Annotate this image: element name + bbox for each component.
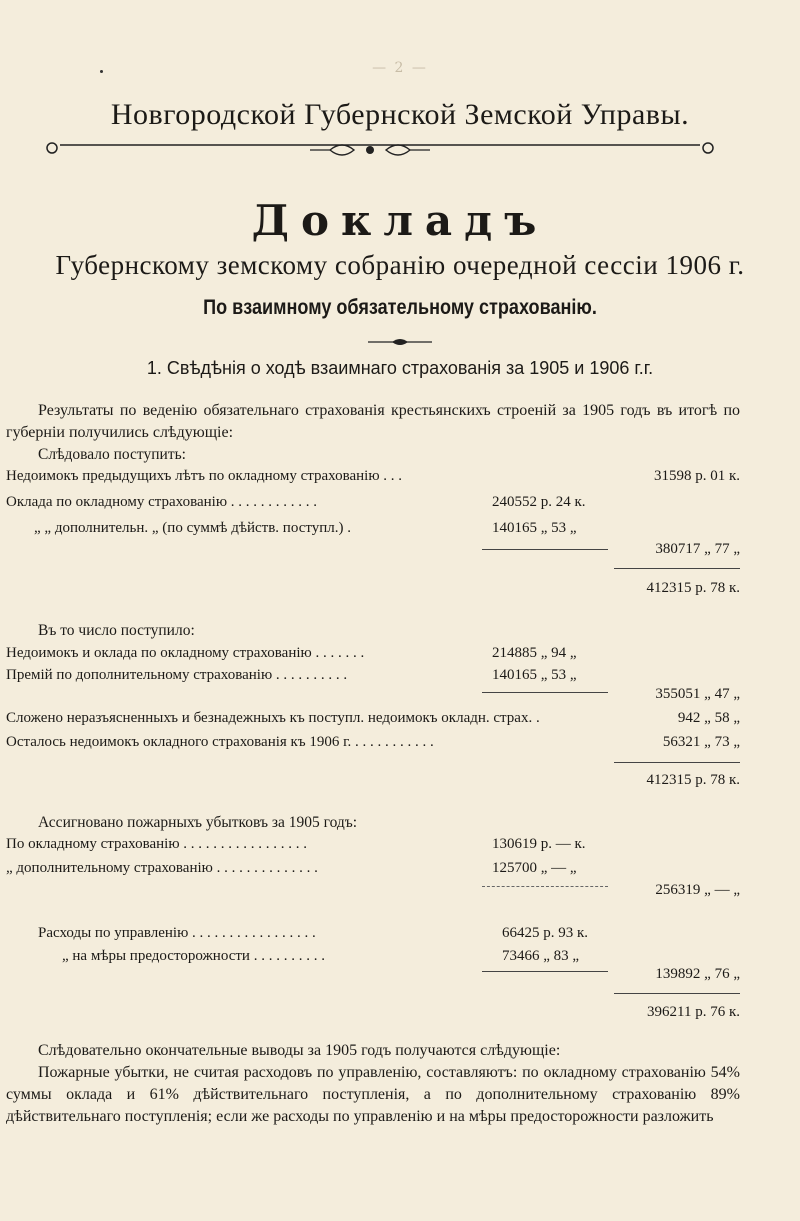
total-row	[6, 580, 740, 602]
row-subamount: 130619 р. — к.	[492, 836, 586, 852]
row-subamount: 125700 „ — „	[492, 860, 577, 876]
row-total: 56321 „ 73 „	[662, 734, 740, 750]
row-label: Осталось недоимокъ окладного страхованія къ 1906 г. . . . . . . . . . . .	[6, 734, 434, 750]
table-row	[6, 860, 740, 882]
table-row	[6, 734, 740, 756]
conclusion-lead	[6, 1040, 740, 1062]
document-title: Докладъ	[251, 196, 549, 245]
section-title: 1. Свѣдѣнія о ходѣ взаимнаго страхованія за 1905 и 1906 г.г.	[146, 358, 654, 378]
intro-paragraph	[6, 400, 740, 444]
table-row	[6, 836, 740, 858]
due-total: 412315 р. 78 к.	[646, 580, 740, 596]
conclusion-paragraph	[6, 1062, 740, 1128]
page-number: — 2 —	[372, 60, 428, 76]
received-total: 412315 р. 78 к.	[646, 772, 740, 788]
document-topic: По взаимному обязательному страхованію.	[203, 296, 597, 319]
losses-subtotal: 256319 „ — „	[655, 882, 740, 898]
conclusion-text: Пожарные убытки, не считая расходовъ по управленію, составляютъ: по окладному страхованію 54% суммы оклада и 61% дѣйствительнаго поступленія, а по дополнительному страхованію 89% дѣйствительнаго поступленія; если же расходы по управленію и на мѣры предосторожности разложить	[6, 1064, 740, 1125]
row-label: Недоимокъ и оклада по окладному страхованію . . . . . . .	[6, 645, 365, 661]
grand-total: 396211 р. 76 к.	[647, 1004, 740, 1020]
organization-title: Новгородской Губернской Земской Управы.	[110, 98, 690, 131]
expenses-subtotal: 139892 „ 76 „	[655, 966, 740, 982]
row-subamount: 140165 „ 53 „	[492, 520, 577, 536]
losses-heading: Ассигновано пожарныхъ убытковъ за 1905 годъ:	[38, 814, 358, 831]
due-heading: Слѣдовало поступить:	[38, 446, 186, 463]
row-total: 31598 р. 01 к.	[653, 468, 740, 484]
title-ornament	[40, 136, 720, 162]
row-total: 942 „ 58 „	[677, 710, 740, 726]
conclusion-lead-text: Слѣдовательно окончательные выводы за 1905 годъ получаются слѣдующіе:	[38, 1042, 561, 1059]
table-row	[6, 468, 740, 490]
total-row	[6, 1004, 740, 1026]
sum-rule	[614, 568, 740, 569]
total-row	[6, 772, 740, 794]
table-row	[6, 520, 740, 542]
subtotal-row	[6, 966, 740, 988]
row-label: Недоимокъ предыдущихъ лѣтъ по окладному страхованію . . .	[6, 468, 403, 484]
sum-rule	[614, 993, 740, 994]
row-label: „ дополнительному страхованію . . . . . . . . . . . . . .	[6, 860, 318, 876]
table-row	[6, 925, 740, 947]
document-subtitle: Губернскому земскому собранію очередной сессіи 1906 г.	[55, 250, 745, 280]
row-label: Премій по дополнительному страхованію . . . . . . . . . .	[6, 667, 348, 683]
received-subtotal: 355051 „ 47 „	[655, 686, 740, 702]
intro-text: Результаты по веденію обязательнаго страхованія крестьянскихъ строеній за 1905 годъ въ итогѣ по губерніи получились слѣдующіе:	[6, 402, 740, 441]
row-label: Сложено неразъясненныхъ и безнадежныхъ къ поступл. недоимокъ окладн. страх. .	[6, 710, 540, 726]
row-label: „ на мѣры предосторожности . . . . . . . . . .	[62, 948, 325, 964]
subtotal-row	[6, 541, 740, 563]
row-subamount: 140165 „ 53 „	[492, 667, 577, 683]
row-label: Расходы по управленію . . . . . . . . . . . . . . . . .	[38, 925, 316, 941]
table-row	[6, 645, 740, 667]
subtotal-row	[6, 686, 740, 708]
divider-ornament	[368, 336, 432, 348]
table-row	[6, 710, 740, 732]
subtotal-row	[6, 882, 740, 904]
row-subamount: 240552 р. 24 к.	[492, 494, 586, 510]
row-subamount: 66425 р. 93 к.	[502, 925, 589, 941]
row-subamount: 73466 „ 83 „	[502, 948, 580, 964]
due-subtotal: 380717 „ 77 „	[655, 541, 740, 557]
table-row	[6, 494, 740, 516]
speck	[100, 70, 103, 73]
row-label: Оклада по окладному страхованію . . . . . . . . . . . .	[6, 494, 318, 510]
received-heading: Въ то число поступило:	[38, 622, 195, 639]
row-subamount: 214885 „ 94 „	[492, 645, 577, 661]
row-label: По окладному страхованію . . . . . . . . . . . . . . . . .	[6, 836, 308, 852]
sum-rule	[614, 762, 740, 763]
row-label: „ „ дополнительн. „ (по суммѣ дѣйств. поступл.) .	[34, 520, 351, 536]
